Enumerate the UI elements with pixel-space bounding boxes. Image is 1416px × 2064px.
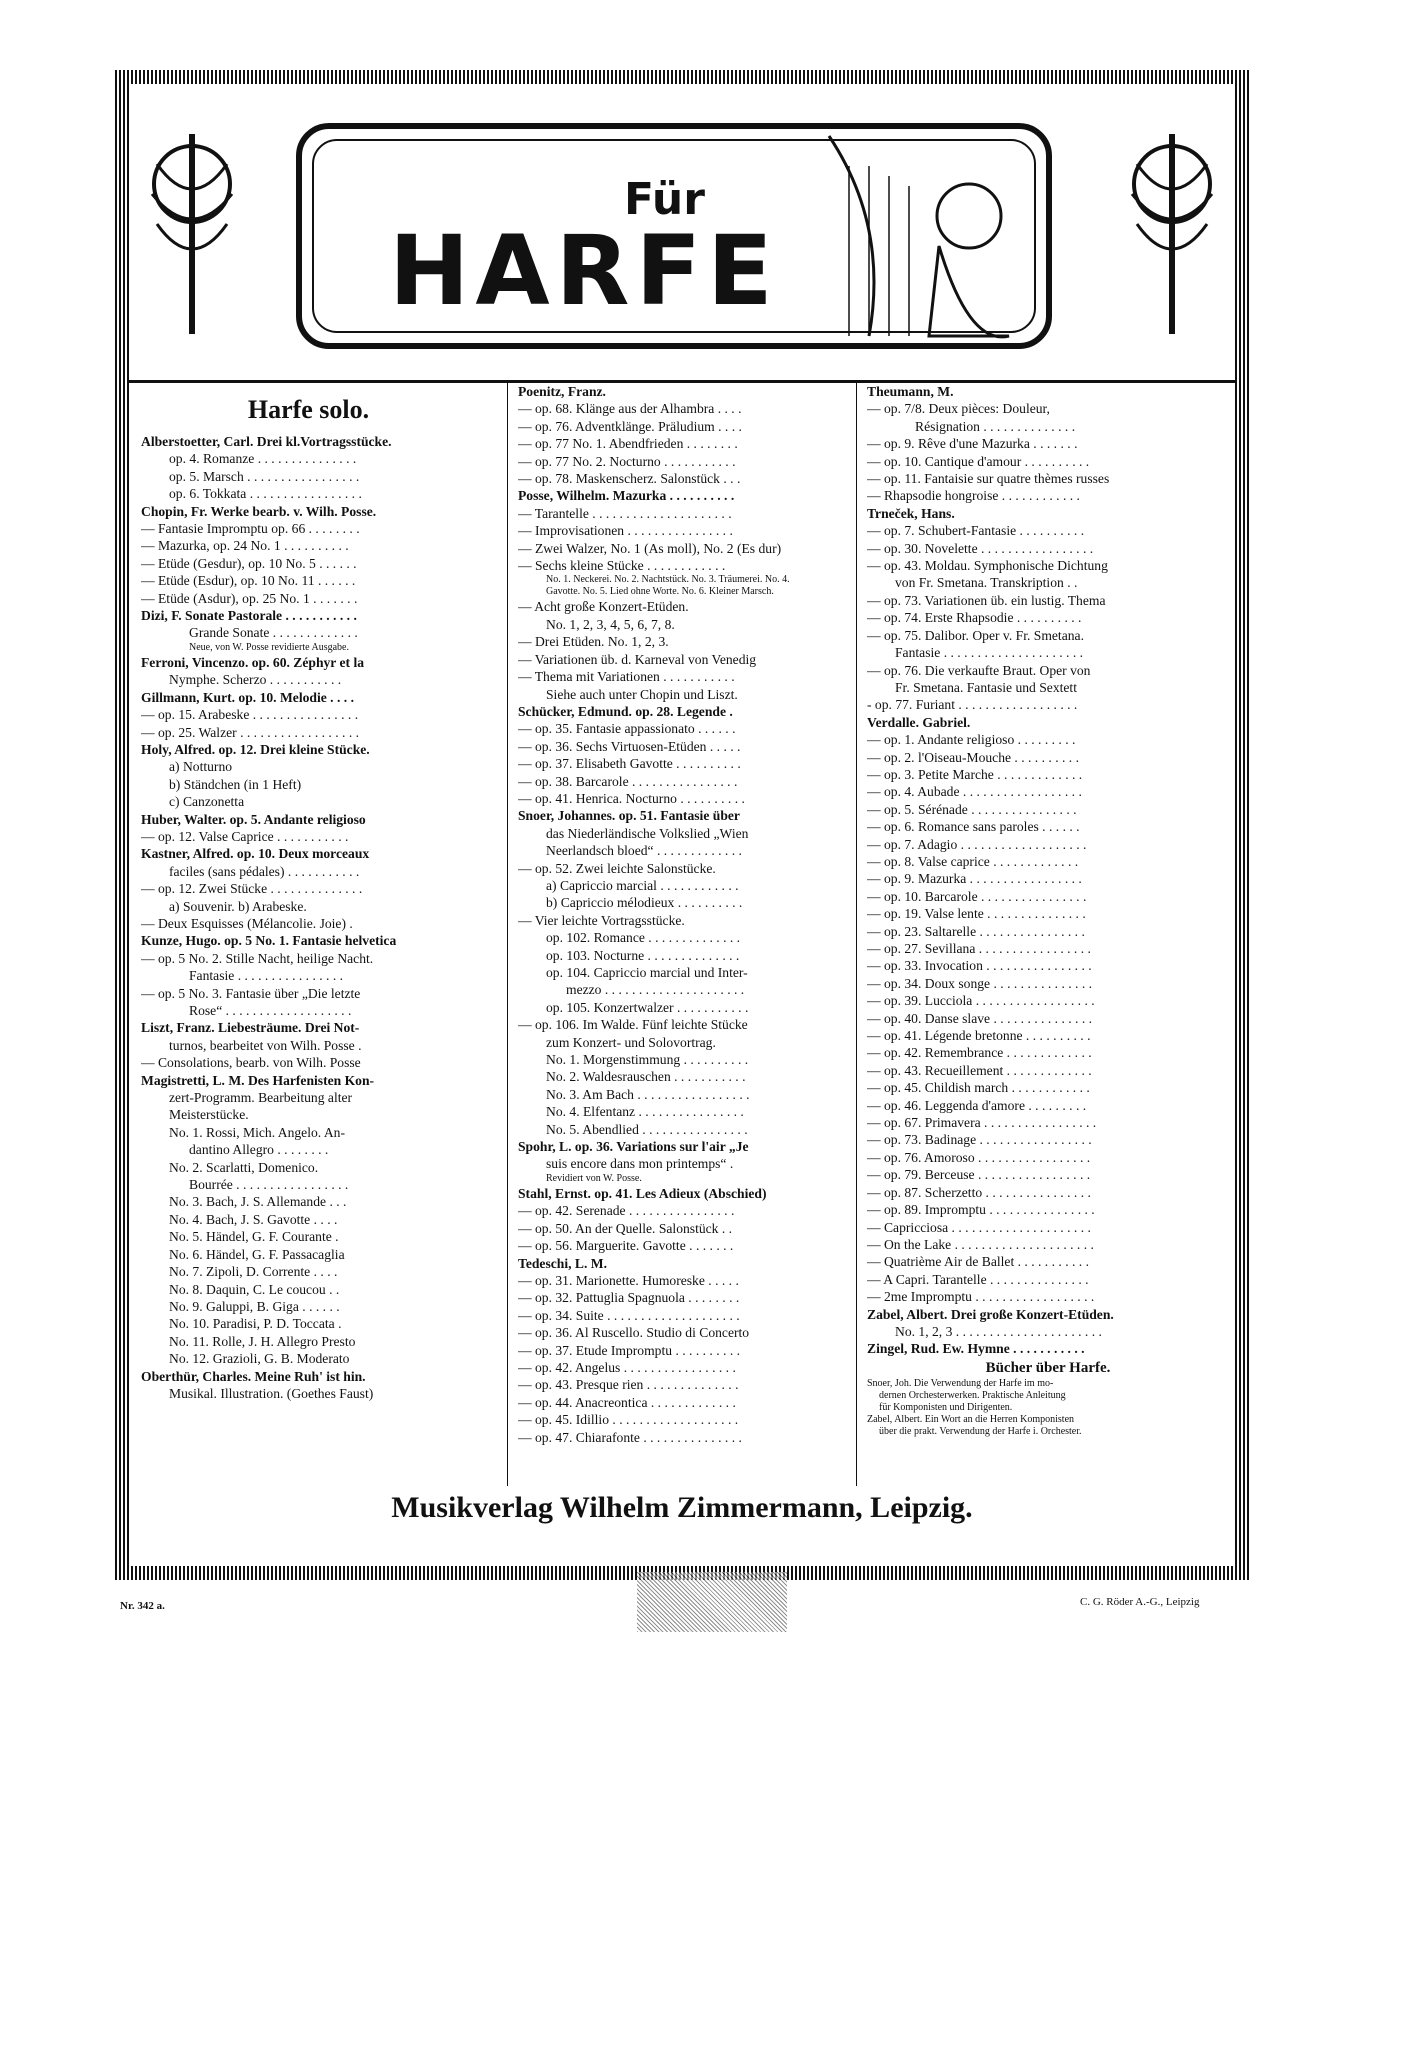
composer-entry: Chopin, Fr. Werke bearb. v. Wilh. Posse. [141, 503, 377, 519]
catalog-entry: No. 3. Am Bach . . . . . . . . . . . . . . . . . [546, 1086, 750, 1102]
catalog-entry: No. 3. Bach, J. S. Allemande . . . [169, 1194, 347, 1210]
publisher-stamp-icon [637, 1572, 787, 1632]
catalog-entry: Grande Sonate . . . . . . . . . . . . . [189, 625, 358, 641]
catalog-entry: No. 1, 2, 3 . . . . . . . . . . . . . . . . . . . . . . [895, 1323, 1102, 1339]
composer-entry: Magistretti, L. M. Des Harfenisten Kon- [141, 1072, 375, 1088]
catalog-entry: — op. 68. Klänge aus der Alhambra . . . . [518, 401, 742, 417]
catalog-entry: — op. 47. Chiarafonte . . . . . . . . . . . . . . . [518, 1429, 742, 1445]
catalog-entry: Meisterstücke. [169, 1107, 249, 1123]
catalog-entry: — op. 36. Al Ruscello. Studio di Concerto [518, 1325, 750, 1341]
catalog-entry: — op. 76. Adventklänge. Präludium . . . . [518, 418, 742, 434]
catalog-entry: — op. 75. Dalibor. Oper v. Fr. Smetana. [867, 627, 1084, 643]
catalog-entry: von Fr. Smetana. Transkription . . [895, 575, 1078, 591]
composer-entry: Zabel, Albert. Drei große Konzert-Etüden. [867, 1306, 1114, 1322]
catalog-entry: — op. 73. Badinage . . . . . . . . . . . . . . . . . [867, 1132, 1092, 1148]
catalog-entry: — op. 77 No. 1. Abendfrieden . . . . . . . . [518, 436, 738, 452]
catalog-entry: — op. 6. Romance sans paroles . . . . . . [867, 819, 1080, 835]
catalog-entry: — op. 73. Variationen üb. ein lustig. Thema [867, 592, 1106, 608]
catalog-entry: — op. 34. Suite . . . . . . . . . . . . . . . . . . . . [518, 1307, 740, 1323]
catalog-entry: op. 103. Nocturne . . . . . . . . . . . . . . [546, 947, 740, 963]
catalog-entry: — op. 1. Andante religioso . . . . . . . . . [867, 732, 1076, 748]
catalog-entry: — op. 10. Barcarole . . . . . . . . . . . . . . . . [867, 888, 1087, 904]
catalog-entry: Musikal. Illustration. (Goethes Faust) [169, 1385, 374, 1401]
catalog-entry: — op. 46. Leggenda d'amore . . . . . . . . . [867, 1097, 1087, 1113]
catalog-entry: — op. 77 No. 2. Nocturno . . . . . . . . . . . [518, 453, 736, 469]
catalog-entry: das Niederländische Volkslied „Wien [546, 825, 749, 841]
catalog-entry: Nymphe. Scherzo . . . . . . . . . . . [169, 672, 342, 688]
catalog-entry: — op. 43. Moldau. Symphonische Dichtung [867, 558, 1108, 574]
catalog-columns [129, 383, 1235, 1486]
catalog-entry: turnos, bearbeitet von Wilh. Posse . [169, 1037, 362, 1053]
catalog-entry: — op. 19. Valse lente . . . . . . . . . . . . . . . [867, 906, 1086, 922]
catalog-entry: op. 104. Capriccio marcial und Inter- [546, 965, 748, 980]
catalog-entry: dernen Orchesterwerken. Praktische Anleitung [879, 1389, 1066, 1401]
catalog-entry: b) Capriccio mélodieux . . . . . . . . . . [546, 895, 743, 911]
title-cartouche [289, 106, 1059, 356]
catalog-entry: — op. 27. Sevillana . . . . . . . . . . . . . . . . . [867, 941, 1091, 956]
catalog-entry: op. 105. Konzertwalzer . . . . . . . . . . . [546, 999, 749, 1015]
catalog-entry: a) Souvenir. b) Arabeske. [169, 898, 307, 914]
catalog-entry: — op. 89. Impromptu . . . . . . . . . . . . . . . . [867, 1202, 1095, 1218]
composer-entry: Dizi, F. Sonate Pastorale . . . . . . . . . . . [141, 608, 357, 624]
title-large: HARFE [389, 215, 779, 327]
catalog-entry: — op. 9. Mazurka . . . . . . . . . . . . . . . . . [867, 871, 1082, 887]
catalog-entry: — op. 15. Arabeske . . . . . . . . . . . . . . . . [141, 707, 359, 723]
catalog-entry: suis encore dans mon printemps“ . [546, 1156, 734, 1172]
section-heading: Harfe solo. [247, 395, 370, 424]
composer-entry: Theumann, M. [867, 384, 954, 399]
catalog-entry: — op. 106. Im Walde. Fünf leichte Stücke [518, 1017, 748, 1033]
catalog-entry: — On the Lake . . . . . . . . . . . . . . . . . . . . . [867, 1236, 1094, 1252]
catalog-entry: — op. 5 No. 3. Fantasie über „Die letzte [141, 985, 361, 1001]
catalog-entry: Revidiert von W. Posse. [546, 1172, 642, 1184]
catalog-entry: — op. 52. Zwei leichte Salonstücke. [518, 860, 716, 876]
catalog-entry: — Improvisationen . . . . . . . . . . . . . . . . [518, 523, 733, 539]
catalog-entry: — op. 76. Amoroso . . . . . . . . . . . . . . . . . [867, 1149, 1091, 1165]
catalog-entry: — op. 37. Elisabeth Gavotte . . . . . . . . . . [518, 756, 741, 772]
catalog-column-1 [141, 383, 476, 1486]
catalog-entry: — op. 10. Cantique d'amour . . . . . . . . . . [867, 453, 1090, 469]
catalog-entry: No. 1. Rossi, Mich. Angelo. An- [169, 1124, 345, 1140]
catalog-entry: Gavotte. No. 5. Lied ohne Worte. No. 6. Kleiner Marsch. [546, 586, 774, 598]
catalog-entry: — op. 42. Remembrance . . . . . . . . . . . . . [867, 1045, 1092, 1061]
catalog-entry: — op. 30. Novelette . . . . . . . . . . . . . . . . . [867, 540, 1094, 556]
catalog-entry: — op. 8. Valse caprice . . . . . . . . . . . . . [867, 853, 1079, 869]
catalog-entry: — Quatrième Air de Ballet . . . . . . . . . . . [867, 1254, 1089, 1270]
catalog-entry: — Etüde (Asdur), op. 25 No. 1 . . . . . . . [141, 590, 358, 606]
catalog-entry: — op. 4. Aubade . . . . . . . . . . . . . . . . . . [867, 784, 1082, 800]
catalog-entry: — op. 67. Primavera . . . . . . . . . . . . . . . . . [867, 1115, 1097, 1131]
catalog-entry: No. 5. Abendlied . . . . . . . . . . . . . . . . [546, 1121, 748, 1137]
catalog-entry: a) Capriccio marcial . . . . . . . . . . . . [546, 877, 739, 893]
composer-entry: Ferroni, Vincenzo. op. 60. Zéphyr et la [141, 654, 365, 670]
composer-entry: Oberthür, Charles. Meine Ruh' ist hin. [141, 1368, 366, 1384]
catalog-entry: — op. 78. Maskenscherz. Salonstück . . . [518, 471, 741, 487]
composer-entry: Huber, Walter. op. 5. Andante religioso [141, 811, 366, 827]
catalog-entry: — op. 37. Etude Impromptu . . . . . . . . . . [518, 1342, 741, 1358]
publisher-name: Musikverlag Wilhelm Zimmermann, Leipzig. [391, 1491, 973, 1524]
catalog-entry: — op. 12. Valse Caprice . . . . . . . . . . . [141, 828, 349, 844]
catalog-entry: — Acht große Konzert-Etüden. [518, 599, 689, 615]
catalog-entry: — op. 36. Sechs Virtuosen-Etüden . . . . . [518, 738, 741, 754]
catalog-entry: — Capricciosa . . . . . . . . . . . . . . . . . . . . . [867, 1219, 1091, 1235]
catalog-entry: b) Ständchen (in 1 Heft) [169, 776, 302, 792]
composer-entry: Poenitz, Franz. [518, 384, 606, 399]
catalog-entry: op. 102. Romance . . . . . . . . . . . . . . [546, 930, 741, 946]
composer-entry: Stahl, Ernst. op. 41. Les Adieux (Abschied) [518, 1185, 767, 1201]
catalog-entry: — op. 41. Henrica. Nocturno . . . . . . . . . . [518, 790, 745, 806]
composer-entry: Holy, Alfred. op. 12. Drei kleine Stücke. [141, 741, 370, 757]
catalog-entry: — op. 12. Zwei Stücke . . . . . . . . . . . . . . [141, 881, 363, 897]
catalog-entry: — op. 7. Schubert-Fantasie . . . . . . . . . . [867, 523, 1085, 539]
catalog-entry: - op. 77. Furiant . . . . . . . . . . . . . . . . . . [867, 697, 1078, 713]
catalog-entry: Bücher über Harfe. [985, 1359, 1111, 1376]
catalog-entry: — op. 31. Marionette. Humoreske . . . . . [518, 1272, 739, 1288]
catalog-entry: — op. 9. Rêve d'une Mazurka . . . . . . . [867, 436, 1078, 452]
catalog-entry: zum Konzert- und Solovortrag. [546, 1034, 716, 1050]
catalog-entry: c) Canzonetta [169, 794, 245, 810]
catalog-entry: — op. 38. Barcarole . . . . . . . . . . . . . . . . [518, 773, 738, 789]
catalog-entry: Rose“ . . . . . . . . . . . . . . . . . . . [189, 1003, 352, 1018]
catalog-entry: — op. 34. Doux songe . . . . . . . . . . . . . . . [867, 975, 1093, 991]
catalog-entry: über die prakt. Verwendung der Harfe i. Orchester. [879, 1425, 1082, 1437]
composer-entry: Verdalle. Gabriel. [867, 714, 971, 730]
catalog-column-2 [507, 383, 852, 1486]
catalog-entry: — op. 7. Adagio . . . . . . . . . . . . . . . . . . . [867, 836, 1087, 852]
catalog-entry: — op. 56. Marguerite. Gavotte . . . . . . . [518, 1238, 734, 1254]
composer-entry: Alberstoetter, Carl. Drei kl.Vortragsstücke. [141, 434, 392, 449]
catalog-entry: No. 5. Händel, G. F. Courante . [169, 1229, 339, 1245]
catalog-entry: — op. 35. Fantasie appassionato . . . . . . [518, 721, 736, 737]
catalog-entry: — op. 40. Danse slave . . . . . . . . . . . . . . . [867, 1010, 1093, 1026]
catalog-entry: — Rhapsodie hongroise . . . . . . . . . . . . [867, 488, 1080, 504]
catalog-entry: mezzo . . . . . . . . . . . . . . . . . . . . . [566, 982, 745, 998]
catalog-entry: No. 9. Galuppi, B. Giga . . . . . . [169, 1298, 340, 1314]
catalog-entry: — op. 32. Pattuglia Spagnuola . . . . . . . . [518, 1290, 740, 1306]
plate-number: Nr. 342 a. [120, 1600, 165, 1612]
catalog-entry: No. 4. Bach, J. S. Gavotte . . . . [169, 1211, 338, 1227]
composer-entry: Schücker, Edmund. op. 28. Legende . [518, 703, 733, 719]
composer-entry: Kunze, Hugo. op. 5 No. 1. Fantasie helvetica [141, 933, 397, 949]
catalog-entry: Fantasie . . . . . . . . . . . . . . . . [189, 968, 344, 984]
catalog-entry: No. 11. Rolle, J. H. Allegro Presto [169, 1333, 356, 1349]
catalog-entry: zert-Programm. Bearbeitung alter [169, 1090, 353, 1106]
printer-credit: C. G. Röder A.-G., Leipzig [1080, 1596, 1200, 1608]
catalog-entry: Résignation . . . . . . . . . . . . . . [915, 418, 1076, 434]
catalog-entry: — op. 50. An der Quelle. Salonstück . . [518, 1220, 733, 1236]
catalog-entry: No. 7. Zipoli, D. Corrente . . . . [169, 1264, 338, 1280]
catalog-entry: — op. 43. Presque rien . . . . . . . . . . . . . . [518, 1377, 739, 1393]
catalog-entry: — Consolations, bearb. von Wilh. Posse [141, 1055, 361, 1071]
catalog-entry: No. 1. Morgenstimmung . . . . . . . . . . [546, 1052, 749, 1068]
catalog-entry: — op. 2. l'Oiseau-Mouche . . . . . . . . . . [867, 749, 1079, 765]
composer-entry: Trneček, Hans. [867, 505, 955, 521]
catalog-entry: No. 12. Grazioli, G. B. Moderato [169, 1351, 350, 1367]
catalog-entry: — Tarantelle . . . . . . . . . . . . . . . . . . . . . [518, 505, 732, 521]
catalog-entry: op. 5. Marsch . . . . . . . . . . . . . . . . . [169, 468, 360, 484]
catalog-entry: — op. 45. Childish march . . . . . . . . . . . . [867, 1080, 1090, 1096]
catalog-entry: für Komponisten und Dirigenten. [879, 1401, 1013, 1413]
catalog-entry: Snoer, Joh. Die Verwendung der Harfe im mo- [867, 1377, 1054, 1389]
catalog-entry: a) Notturno [169, 759, 233, 775]
catalog-entry: faciles (sans pédales) . . . . . . . . . . . [169, 863, 360, 879]
composer-entry: Zingel, Rud. Ew. Hymne . . . . . . . . . . . [867, 1341, 1085, 1357]
catalog-entry: No. 4. Elfentanz . . . . . . . . . . . . . . . . [546, 1104, 744, 1120]
composer-entry: Liszt, Franz. Liebesträume. Drei Not- [141, 1020, 360, 1036]
composer-entry: Spohr, L. op. 36. Variations sur l'air „Je [518, 1139, 749, 1155]
catalog-entry: No. 2. Scarlatti, Domenico. [169, 1159, 319, 1175]
catalog-entry: No. 1, 2, 3, 4, 5, 6, 7, 8. [546, 616, 675, 632]
catalog-entry: Zabel, Albert. Ein Wort an die Herren Komponisten [867, 1413, 1075, 1425]
catalog-entry: — Deux Esquisses (Mélancolie. Joie) . [141, 915, 353, 931]
catalog-entry: — op. 44. Anacreontica . . . . . . . . . . . . . [518, 1394, 736, 1410]
catalog-entry: — op. 11. Fantaisie sur quatre thèmes russes [867, 471, 1110, 487]
catalog-entry: op. 4. Romanze . . . . . . . . . . . . . . . [169, 451, 357, 467]
catalog-entry: dantino Allegro . . . . . . . . [189, 1142, 329, 1158]
catalog-entry: — op. 43. Recueillement . . . . . . . . . . . . . [867, 1062, 1092, 1078]
composer-entry: Posse, Wilhelm. Mazurka . . . . . . . . . . [518, 488, 735, 504]
composer-entry: Tedeschi, L. M. [518, 1255, 607, 1271]
catalog-entry: — op. 25. Walzer . . . . . . . . . . . . . . . . . . [141, 724, 360, 740]
title-small: Für [624, 174, 705, 225]
catalog-entry: op. 6. Tokkata . . . . . . . . . . . . . . . . . [169, 486, 362, 502]
catalog-entry: — op. 74. Erste Rhapsodie . . . . . . . . . . [867, 610, 1082, 626]
catalog-entry: — A Capri. Tarantelle . . . . . . . . . . . . . . . [867, 1271, 1089, 1287]
catalog-entry: — Thema mit Variationen . . . . . . . . . . . [518, 669, 735, 685]
catalog-entry: — op. 87. Scherzetto . . . . . . . . . . . . . . . . [867, 1184, 1091, 1200]
catalog-entry: — op. 7/8. Deux pièces: Douleur, [867, 401, 1050, 417]
catalog-entry: Fantasie . . . . . . . . . . . . . . . . . . . . . [895, 645, 1084, 661]
composer-entry: Kastner, Alfred. op. 10. Deux morceaux [141, 846, 370, 862]
catalog-entry: Fr. Smetana. Fantasie und Sextett [895, 679, 1077, 695]
catalog-entry: — op. 76. Die verkaufte Braut. Oper von [867, 662, 1091, 678]
catalog-entry: Bourrée . . . . . . . . . . . . . . . . . [189, 1177, 349, 1193]
catalog-entry: — Etüde (Gesdur), op. 10 No. 5 . . . . . . [141, 555, 357, 571]
catalog-entry: No. 6. Händel, G. F. Passacaglia [169, 1246, 345, 1262]
catalog-entry: No. 2. Waldesrauschen . . . . . . . . . . . [546, 1069, 746, 1085]
catalog-entry: — op. 33. Invocation . . . . . . . . . . . . . . . . [867, 958, 1092, 974]
catalog-entry: — 2me Impromptu . . . . . . . . . . . . . . . . . . [867, 1289, 1095, 1305]
catalog-column-3 [856, 383, 1229, 1486]
catalog-entry: No. 10. Paradisi, P. D. Toccata . [169, 1316, 342, 1332]
catalog-entry: — op. 41. Légende bretonne . . . . . . . . . . [867, 1028, 1091, 1044]
title-header [129, 84, 1235, 383]
catalog-entry: — Vier leichte Vortragsstücke. [518, 912, 685, 928]
catalog-entry: — op. 79. Berceuse . . . . . . . . . . . . . . . . . [867, 1167, 1091, 1183]
catalog-entry: Neerlandsch bloed“ . . . . . . . . . . . . . [546, 843, 742, 859]
catalog-entry: — op. 3. Petite Marche . . . . . . . . . . . . . [867, 766, 1083, 782]
catalog-entry: — op. 42. Angelus . . . . . . . . . . . . . . . . . [518, 1359, 736, 1375]
catalog-entry: — op. 5. Sérénade . . . . . . . . . . . . . . . . [867, 801, 1077, 817]
catalog-entry: Siehe auch unter Chopin und Liszt. [546, 686, 738, 702]
catalog-entry: — op. 42. Serenade . . . . . . . . . . . . . . . . [518, 1203, 735, 1219]
catalog-entry: — op. 23. Saltarelle . . . . . . . . . . . . . . . . [867, 923, 1085, 939]
catalog-entry: — Zwei Walzer, No. 1 (As moll), No. 2 (Es dur) [518, 540, 782, 556]
catalog-entry: — op. 45. Idillio . . . . . . . . . . . . . . . . . . . [518, 1412, 739, 1428]
catalog-entry: — Sechs kleine Stücke . . . . . . . . . . . . [518, 558, 726, 574]
catalog-entry: — op. 39. Lucciola . . . . . . . . . . . . . . . . . . [867, 993, 1095, 1009]
right-laurel-ornament-icon [1117, 124, 1227, 344]
composer-entry: Gillmann, Kurt. op. 10. Melodie . . . . [141, 689, 354, 705]
catalog-entry: — op. 5 No. 2. Stille Nacht, heilige Nacht. [141, 950, 374, 966]
left-laurel-ornament-icon [137, 124, 247, 344]
catalog-entry: No. 1. Neckerei. No. 2. Nachtstück. No. 3. Träumerei. No. 4. [546, 574, 790, 586]
composer-entry: Snoer, Johannes. op. 51. Fantasie über [518, 808, 740, 824]
catalog-entry: — Variationen üb. d. Karneval von Venedig [518, 651, 757, 667]
catalog-entry: — Drei Etüden. No. 1, 2, 3. [518, 634, 669, 650]
catalog-entry: No. 8. Daquin, C. Le coucou . . [169, 1281, 340, 1297]
catalog-entry: — Fantasie Impromptu op. 66 . . . . . . . . [141, 521, 360, 537]
catalog-entry: Neue, von W. Posse revidierte Ausgabe. [189, 641, 349, 653]
catalog-entry: — Mazurka, op. 24 No. 1 . . . . . . . . . . [141, 538, 349, 554]
catalog-entry: — Etüde (Esdur), op. 10 No. 11 . . . . . . [141, 573, 356, 589]
